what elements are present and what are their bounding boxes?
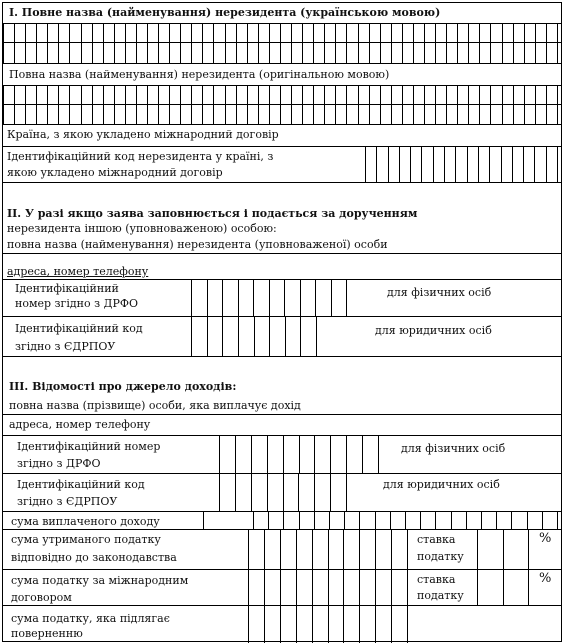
source-edrpou-label-line-1: Ідентифікаційний код [17,478,145,491]
payer-name-orig-label: Повна назва (найменування) нерезидента (оригінальною мовою) [9,68,390,81]
income-sum-field[interactable] [253,511,558,529]
withheld-rate-field[interactable] [477,529,529,569]
treaty-rate-percent: % [539,571,552,586]
treaty-tax-label-line-2: договором [11,591,72,604]
section-2-heading-line-2: нерезидента іншою (уповноваженою) особою: [7,222,277,235]
income-sum-label: сума виплаченого доходу [11,515,160,528]
source-drfo-label-line-1: Ідентифікаційний номер [17,440,161,453]
payer-name-orig-field-row-1[interactable] [3,85,558,104]
application-form [2,2,562,642]
section-3-heading: ІІІ. Відомості про джерело доходів: [9,380,237,393]
source-for-legal-note: для юридичних осіб [383,478,500,491]
source-drfo-field[interactable] [219,435,379,473]
tax-id-label-line-2: якою укладено міжнародний договір [7,166,223,179]
source-address-label: адреса, номер телефону [9,418,151,431]
agent-address-label: адреса, номер телефону [7,265,149,278]
treaty-tax-field[interactable] [248,569,408,605]
source-edrpou-field[interactable] [219,473,347,511]
treaty-rate-label-line-1: ставка [417,573,456,586]
source-drfo-label-line-2: згідно з ДРФО [17,457,101,470]
agent-edrpou-field[interactable] [191,316,317,356]
agent-drfo-label-line-2: номер згідно з ДРФО [15,297,139,310]
withheld-rate-label-line-1: ставка [417,533,456,546]
agent-edrpou-label-line-2: згідно з ЄДРПОУ [15,340,116,353]
agent-name-label: повна назва (найменування) нерезидента (уповноваженої) особи [7,238,388,251]
treaty-rate-field[interactable] [477,569,529,605]
withheld-rate-label-line-2: податку [417,550,464,563]
refund-field[interactable] [248,605,408,643]
agent-edrpou-label-line-1: Ідентифікаційний код [15,322,143,335]
payer-name-ua-field-row-1[interactable] [3,23,558,42]
withheld-tax-label-line-2: відповідно до законодавства [11,551,177,564]
agent-drfo-field[interactable] [191,279,347,316]
withheld-rate-percent: % [539,531,552,546]
section-2-heading-line-1: ІІ. У разі якщо заява заповнюється і подається за дорученням [7,207,418,220]
treaty-tax-label-line-1: сума податку за міжнародним [11,574,189,587]
refund-label-line-2: поверненню [11,627,83,640]
agent-drfo-label-line-1: Ідентифікаційний [15,282,119,295]
tax-id-field[interactable] [365,146,558,182]
agent-for-legal-note: для юридичних осіб [375,324,492,337]
source-edrpou-label-line-2: згідно з ЄДРПОУ [17,495,118,508]
payer-name-ua-field-row-2[interactable] [3,42,558,63]
source-name-label: повна назва (прізвище) особи, яка виплачує дохід [9,399,301,412]
tax-id-label-line-1: Ідентифікаційний код нерезидента у країні, з [7,150,274,163]
agent-for-individuals-note: для фізичних осіб [387,286,492,299]
withheld-tax-label-line-1: сума утриманого податку [11,533,161,546]
refund-label-line-1: сума податку, яка підлягає [11,612,170,625]
treaty-rate-label-line-2: податку [417,589,464,602]
payer-name-orig-field-row-2[interactable] [3,104,558,124]
payer-name-ua-label: І. Повне назва (найменування) нерезидента (українською мовою) [9,6,441,19]
source-for-individuals-note: для фізичних осіб [401,442,506,455]
withheld-tax-field[interactable] [248,529,408,569]
country-label: Країна, з якою укладено міжнародний договір [7,128,279,141]
